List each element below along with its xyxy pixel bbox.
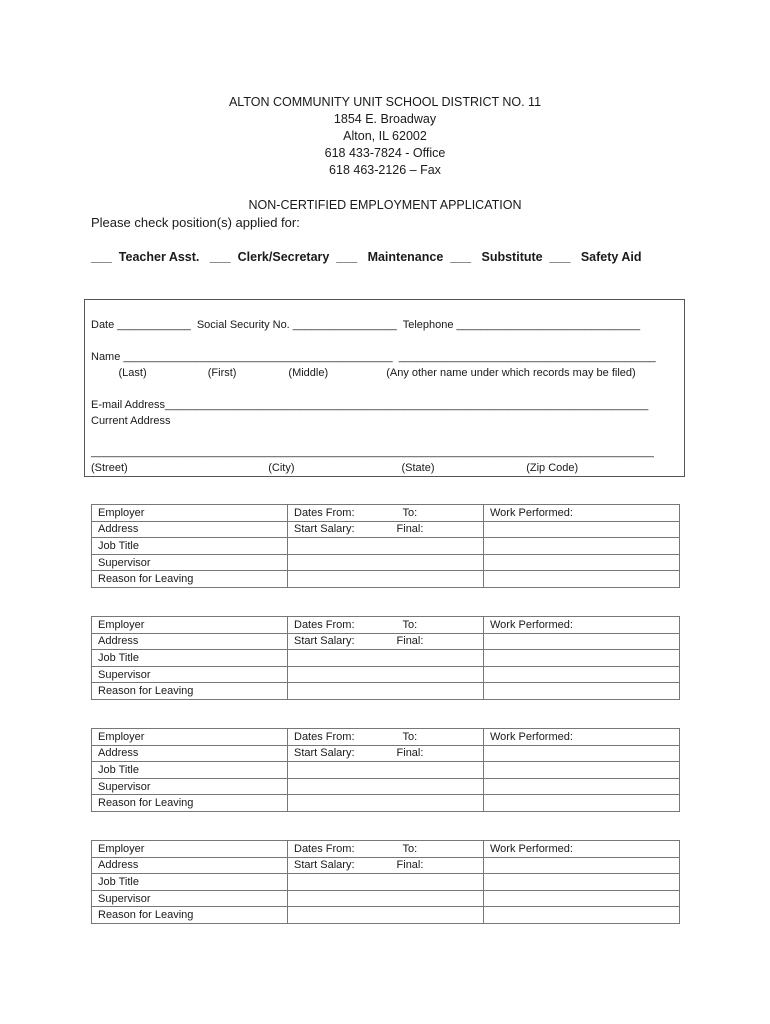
employment-field-label: Employer <box>92 505 288 522</box>
address-parts-labels: (Street) (City) (State) (Zip Code) <box>91 462 579 474</box>
district-office-phone: 618 433-7824 - Office <box>324 146 446 160</box>
employment-field-label: Reason for Leaving <box>92 683 288 700</box>
table-row <box>92 762 680 779</box>
work-performed-cell[interactable] <box>484 795 680 812</box>
final-salary-label: Final: <box>396 635 424 648</box>
work-performed-cell[interactable] <box>484 538 680 555</box>
employment-field-label: Supervisor <box>92 778 288 795</box>
table-row <box>92 521 680 538</box>
work-performed-cell[interactable] <box>484 762 680 779</box>
employment-field-label: Address <box>92 745 288 762</box>
start-salary-label: Start Salary: <box>294 747 355 760</box>
employment-field-label: Employer <box>92 617 288 634</box>
dates-from-label: Dates From: <box>294 506 355 519</box>
table-row <box>92 571 680 588</box>
start-salary-label: Start Salary: <box>294 859 355 872</box>
name-parts-labels: (Last) (First) (Middle) (Any other name under which records may be filed) <box>91 367 636 379</box>
work-performed-cell[interactable] <box>484 874 680 891</box>
employment-dates-salary-cell[interactable] <box>288 538 484 555</box>
district-fax: 618 463-2126 – Fax <box>329 163 441 177</box>
to-label: To: <box>402 506 418 519</box>
check-prompt: Please check position(s) applied for: <box>91 215 300 230</box>
employment-field-label: Employer <box>92 729 288 746</box>
table-row <box>92 874 680 891</box>
district-name: ALTON COMMUNITY UNIT SCHOOL DISTRICT NO. 11 <box>228 95 542 109</box>
table-row <box>92 778 680 795</box>
employment-field-label: Supervisor <box>92 554 288 571</box>
table-row <box>92 857 680 874</box>
table-row <box>92 890 680 907</box>
address-line[interactable]: ____________________________________________________________________________________________ <box>91 446 654 458</box>
applicant-info-box <box>84 299 685 477</box>
employment-dates-salary-cell[interactable] <box>288 521 484 538</box>
table-row <box>92 554 680 571</box>
table-row <box>92 650 680 667</box>
work-performed-cell[interactable] <box>484 890 680 907</box>
work-performed-cell[interactable] <box>484 745 680 762</box>
employment-dates-salary-cell[interactable] <box>288 778 484 795</box>
employment-field-label: Job Title <box>92 874 288 891</box>
work-performed-cell[interactable] <box>484 650 680 667</box>
employment-field-label: Address <box>92 521 288 538</box>
to-label: To: <box>402 618 418 631</box>
district-street: 1854 E. Broadway <box>333 112 437 126</box>
employment-dates-salary-cell[interactable] <box>288 650 484 667</box>
table-row <box>92 683 680 700</box>
employment-table <box>91 504 680 588</box>
form-title: NON-CERTIFIED EMPLOYMENT APPLICATION <box>248 198 522 212</box>
work-performed-cell[interactable] <box>484 729 680 746</box>
employment-dates-salary-cell[interactable] <box>288 907 484 924</box>
employment-field-label: Job Title <box>92 538 288 555</box>
work-performed-label: Work Performed: <box>490 842 573 855</box>
final-salary-label: Final: <box>396 859 424 872</box>
employment-dates-salary-cell[interactable] <box>288 874 484 891</box>
table-row <box>92 538 680 555</box>
district-header <box>0 94 770 179</box>
current-address-label: Current Address <box>91 415 171 427</box>
work-performed-label: Work Performed: <box>490 618 573 631</box>
work-performed-cell[interactable] <box>484 554 680 571</box>
employment-field-label: Supervisor <box>92 666 288 683</box>
employment-dates-salary-cell[interactable] <box>288 633 484 650</box>
work-performed-label: Work Performed: <box>490 506 573 519</box>
dates-from-label: Dates From: <box>294 618 355 631</box>
employment-field-label: Reason for Leaving <box>92 795 288 812</box>
table-row <box>92 505 680 522</box>
employment-dates-salary-cell[interactable] <box>288 554 484 571</box>
date-ssn-phone-line[interactable]: Date ____________ Social Security No. _________________ Telephone ______________________________ <box>91 319 641 331</box>
employment-field-label: Address <box>92 633 288 650</box>
work-performed-cell[interactable] <box>484 778 680 795</box>
work-performed-label: Work Performed: <box>490 730 573 743</box>
name-line[interactable]: Name ____________________________________________ __________________________________________ <box>91 351 656 363</box>
employment-field-label: Employer <box>92 841 288 858</box>
start-salary-label: Start Salary: <box>294 635 355 648</box>
employment-dates-salary-cell[interactable] <box>288 666 484 683</box>
work-performed-cell[interactable] <box>484 617 680 634</box>
table-row <box>92 729 680 746</box>
table-row <box>92 666 680 683</box>
work-performed-cell[interactable] <box>484 571 680 588</box>
employment-dates-salary-cell[interactable] <box>288 729 484 746</box>
final-salary-label: Final: <box>396 523 424 536</box>
to-label: To: <box>402 730 418 743</box>
employment-dates-salary-cell[interactable] <box>288 571 484 588</box>
work-performed-cell[interactable] <box>484 907 680 924</box>
employment-dates-salary-cell[interactable] <box>288 795 484 812</box>
start-salary-label: Start Salary: <box>294 523 355 536</box>
employment-dates-salary-cell[interactable] <box>288 841 484 858</box>
employment-field-label: Job Title <box>92 650 288 667</box>
work-performed-cell[interactable] <box>484 505 680 522</box>
employment-dates-salary-cell[interactable] <box>288 762 484 779</box>
work-performed-cell[interactable] <box>484 857 680 874</box>
table-row <box>92 841 680 858</box>
employment-dates-salary-cell[interactable] <box>288 890 484 907</box>
employment-dates-salary-cell[interactable] <box>288 745 484 762</box>
work-performed-cell[interactable] <box>484 683 680 700</box>
table-row <box>92 617 680 634</box>
work-performed-cell[interactable] <box>484 521 680 538</box>
work-performed-cell[interactable] <box>484 633 680 650</box>
employment-dates-salary-cell[interactable] <box>288 617 484 634</box>
final-salary-label: Final: <box>396 747 424 760</box>
dates-from-label: Dates From: <box>294 730 355 743</box>
employment-table <box>91 728 680 812</box>
employment-field-label: Reason for Leaving <box>92 907 288 924</box>
employment-dates-salary-cell[interactable] <box>288 505 484 522</box>
employment-table <box>91 616 680 700</box>
employment-field-label: Supervisor <box>92 890 288 907</box>
employment-field-label: Reason for Leaving <box>92 571 288 588</box>
table-row <box>92 633 680 650</box>
table-row <box>92 745 680 762</box>
employment-dates-salary-cell[interactable] <box>288 857 484 874</box>
work-performed-cell[interactable] <box>484 666 680 683</box>
employment-field-label: Address <box>92 857 288 874</box>
employment-dates-salary-cell[interactable] <box>288 683 484 700</box>
to-label: To: <box>402 842 418 855</box>
work-performed-cell[interactable] <box>484 841 680 858</box>
employment-field-label: Job Title <box>92 762 288 779</box>
table-row <box>92 907 680 924</box>
employment-table <box>91 840 680 924</box>
email-line[interactable]: E-mail Address_______________________________________________________________________________ <box>91 399 649 411</box>
district-city: Alton, IL 62002 <box>343 129 427 143</box>
table-row <box>92 795 680 812</box>
position-options[interactable]: ___ Teacher Asst. ___ Clerk/Secretary ___ Maintenance ___ Substitute ___ Safety Aid <box>91 250 642 264</box>
dates-from-label: Dates From: <box>294 842 355 855</box>
